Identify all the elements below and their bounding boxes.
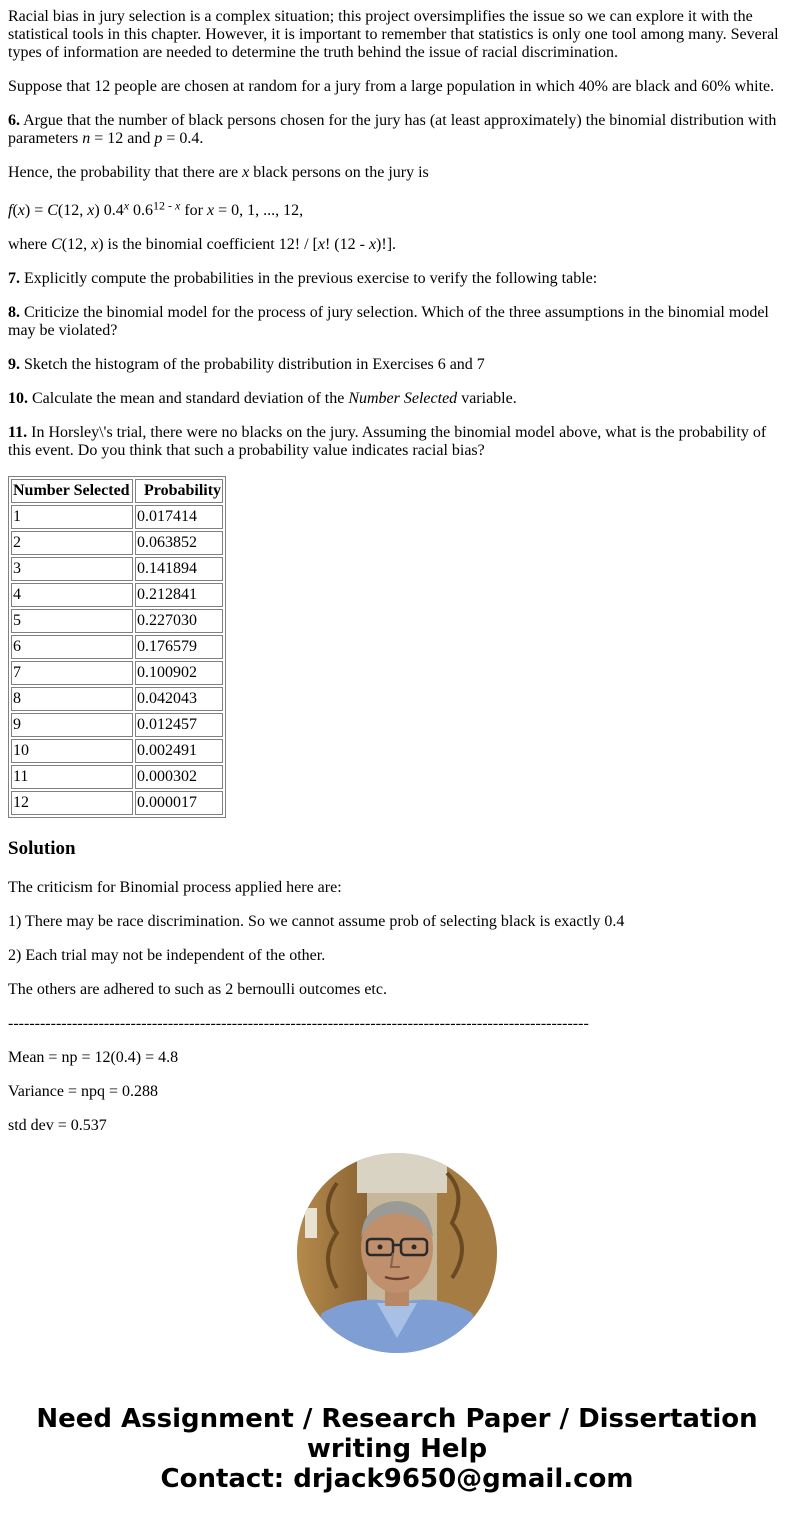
question-number: 10. [8, 390, 28, 407]
cell-number: 3 [11, 557, 133, 581]
table-row [11, 739, 223, 763]
question-number: 8. [8, 304, 20, 321]
question-number: 9. [8, 356, 20, 373]
question-6: 6. Argue that the number of black persons chosen for the jury has (at least approximately) the binomial distribution with parameters n = 12 and p = 0.4. [8, 112, 777, 147]
cell-number: 2 [11, 531, 133, 555]
solution-line: std dev = 0.537 [8, 1117, 107, 1134]
footer-promo [0, 1404, 794, 1494]
table-header-row [11, 479, 223, 503]
question-8: 8. Criticize the binomial model for the process of jury selection. Which of the three assumptions in the binomial model may be violated? [8, 304, 769, 339]
cell-probability: 0.227030 [135, 609, 223, 633]
table-row [11, 609, 223, 633]
question-9: 9. Sketch the histogram of the probability distribution in Exercises 6 and 7 [8, 356, 485, 373]
binomial-formula: f(x) = C(12, x) 0.4$^x$ 0.6$^{12 - x}$ for x = 0, 1, ..., 12, [8, 198, 304, 219]
solution-line: The others are adhered to such as 2 bernoulli outcomes etc. [8, 981, 387, 998]
exponent: 12 - x [153, 198, 181, 213]
cell-number: 4 [11, 583, 133, 607]
probability-table [8, 476, 226, 818]
cell-probability: 0.002491 [135, 739, 223, 763]
separator-line: ------------------------------------------------------------------------------------------------------------- [8, 1015, 589, 1032]
table-row [11, 661, 223, 685]
cell-probability: 0.063852 [135, 531, 223, 555]
table-row [11, 791, 223, 815]
cell-probability: 0.212841 [135, 583, 223, 607]
cell-probability: 0.012457 [135, 713, 223, 737]
table-row [11, 687, 223, 711]
cell-probability: 0.000302 [135, 765, 223, 789]
solution-heading: Solution [8, 838, 76, 859]
header-probability: Probability [135, 479, 223, 503]
question-number: 7. [8, 270, 20, 287]
table-row [11, 557, 223, 581]
header-number-selected: Number Selected [11, 479, 133, 503]
question-number: 11. [8, 424, 28, 441]
question-number: 6. [8, 112, 20, 129]
table-row [11, 765, 223, 789]
question-11: 11. In Horsley\'s trial, there were no blacks on the jury. Assuming the binomial model above, what is the probability of this event. Do you think that such a probability value indicates racial bias? [8, 424, 767, 459]
cell-probability: 0.176579 [135, 635, 223, 659]
table-row [11, 583, 223, 607]
cell-probability: 0.141894 [135, 557, 223, 581]
cell-number: 9 [11, 713, 133, 737]
person-portrait-icon [297, 1153, 497, 1353]
cell-number: 12 [11, 791, 133, 815]
cell-number: 1 [11, 505, 133, 529]
solution-line: Mean = np = 12(0.4) = 4.8 [8, 1049, 179, 1066]
cell-probability: 0.017414 [135, 505, 223, 529]
question-10: 10. Calculate the mean and standard deviation of the Number Selected variable. [8, 390, 517, 407]
author-photo [297, 1153, 497, 1353]
table-row [11, 505, 223, 529]
solution-line: Variance = npq = 0.288 [8, 1083, 159, 1100]
table-row [11, 713, 223, 737]
intro-paragraph: Racial bias in jury selection is a complex situation; this project oversimplifies the issue so we can explore it with the statistical tools in this chapter. However, it is important to remember that statistics is only one tool among many. Several types of information are needed to determine the truth behind the issue of racial discrimination. [8, 8, 779, 61]
cell-number: 5 [11, 609, 133, 633]
where-paragraph: where C(12, x) is the binomial coefficient 12! / [x! (12 - x)!]. [8, 236, 397, 253]
cell-probability: 0.000017 [135, 791, 223, 815]
cell-number: 8 [11, 687, 133, 711]
table-row [11, 531, 223, 555]
cell-number: 7 [11, 661, 133, 685]
cell-number: 6 [11, 635, 133, 659]
footer-line: Need Assignment / Research Paper / Dissertation [36, 1404, 758, 1434]
cell-probability: 0.042043 [135, 687, 223, 711]
hence-paragraph: Hence, the probability that there are x black persons on the jury is [8, 164, 429, 181]
solution-line: The criticism for Binomial process applied here are: [8, 879, 342, 896]
question-7: 7. Explicitly compute the probabilities in the previous exercise to verify the following table: [8, 270, 598, 287]
cell-probability: 0.100902 [135, 661, 223, 685]
setup-paragraph: Suppose that 12 people are chosen at random for a jury from a large population in which 40% are black and 60% white. [8, 78, 775, 95]
footer-contact: Contact: drjack9650@gmail.com [160, 1464, 634, 1494]
exponent: x [123, 198, 130, 213]
cell-number: 10 [11, 739, 133, 763]
footer-line: writing Help [306, 1434, 488, 1464]
cell-number: 11 [11, 765, 133, 789]
table-row [11, 635, 223, 659]
solution-line: 2) Each trial may not be independent of the other. [8, 947, 326, 964]
solution-line: 1) There may be race discrimination. So we cannot assume prob of selecting black is exactly 0.4 [8, 913, 625, 930]
